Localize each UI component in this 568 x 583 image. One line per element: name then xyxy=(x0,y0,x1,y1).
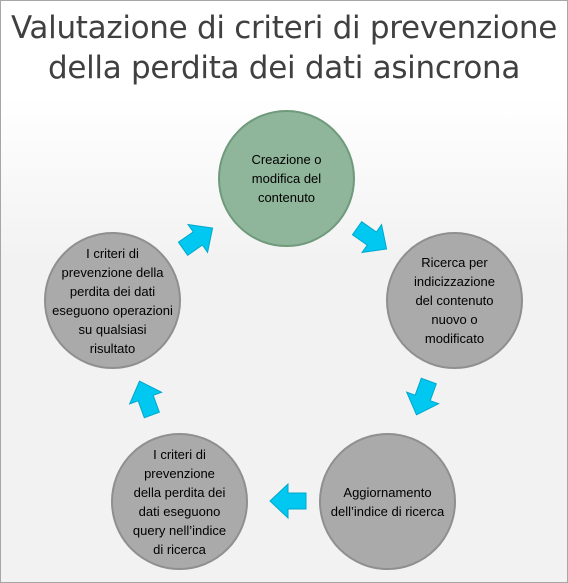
arrow-icon-5 xyxy=(173,214,222,262)
node-content-creation xyxy=(218,110,355,247)
title-line-1: Valutazione di criteri di prevenzione xyxy=(10,10,558,46)
title-line-2: della perdita dei dati asincrona xyxy=(47,50,521,86)
arrow-icon-4 xyxy=(124,375,168,420)
node-apply-actions xyxy=(44,232,181,369)
node-update-index xyxy=(319,433,456,570)
node-content-creation-label: Creazione o modifica del contenuto xyxy=(251,152,322,205)
node-apply-actions-label: I criteri di prevenzione della perdita dei dati eseguono operazioni su qualsiasi risultato xyxy=(52,245,173,356)
node-query-index xyxy=(111,433,248,570)
arrow-icon-3 xyxy=(270,484,306,518)
node-crawl-content xyxy=(386,232,523,369)
node-query-index-label: I criteri di prevenzione della perdita dei dati eseguono query nell’indice di ricerca xyxy=(132,446,227,557)
arrow-icon-1 xyxy=(347,214,396,262)
node-update-index-label: Aggiornamento dell’indice di ricerca xyxy=(330,484,445,519)
arrow-icon-2 xyxy=(401,375,445,420)
node-crawl-content-label: Ricerca per indicizzazione del contenuto nuovo o modificato xyxy=(414,255,495,346)
